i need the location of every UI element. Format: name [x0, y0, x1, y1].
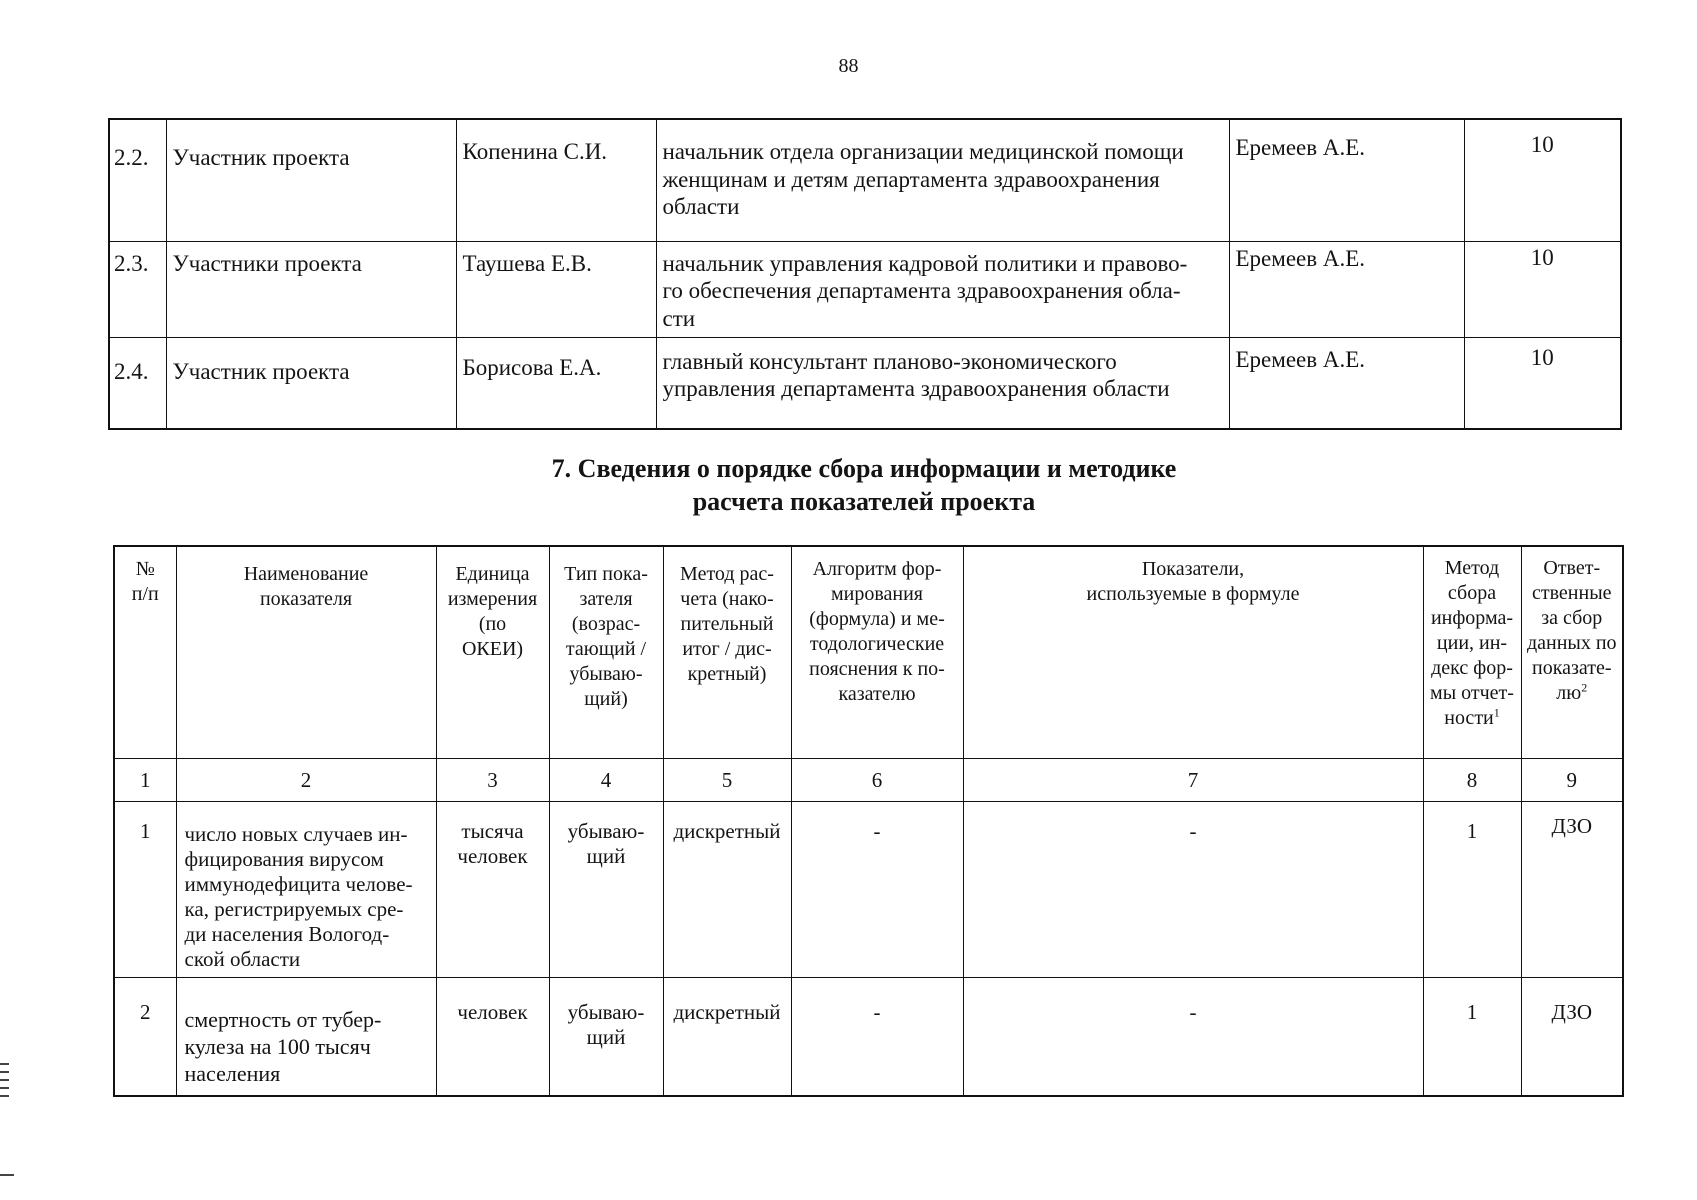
participant-role: Участники проекта — [166, 241, 456, 337]
header-responsible-label: Ответ- ственные за сбор данных по показате- лю — [1526, 557, 1617, 704]
header-collection-method — [1423, 546, 1521, 758]
participant-workload: 10 — [1464, 241, 1621, 337]
participant-workload: 10 — [1464, 337, 1621, 429]
section-title-line: 7. Сведения о порядке сбора информации и методике — [551, 454, 1177, 483]
indicator-row — [114, 977, 1623, 1096]
scan-artifact — [0, 1071, 9, 1073]
footnote-marker: 2 — [1581, 680, 1588, 695]
indicator-unit: тысяча человек — [436, 801, 549, 977]
indicators-table — [113, 545, 1624, 1097]
header-calculation-method: Метод рас- чета (нако- пительный итог / дис- кретный) — [663, 546, 791, 758]
participant-role: Участник проекта — [166, 337, 456, 429]
section-title — [108, 452, 1620, 518]
scan-artifact — [0, 1095, 9, 1097]
scan-artifact — [0, 1079, 9, 1081]
indicator-type: убываю- щий — [549, 801, 663, 977]
indicator-type: убываю- щий — [549, 977, 663, 1096]
participant-supervisor: Еремеев А.Е. — [1229, 337, 1464, 429]
column-number: 9 — [1521, 758, 1623, 801]
indicator-number: 2 — [114, 977, 176, 1096]
column-number: 8 — [1423, 758, 1521, 801]
indicator-number: 1 — [114, 801, 176, 977]
indicator-name: число новых случаев ин- фицирования вирусом иммунодефицита челове- ка, регистрируемых сре- ди населения Вологод- ской области — [176, 801, 436, 977]
indicator-responsible: ДЗО — [1521, 977, 1623, 1096]
header-number: № п/п — [114, 546, 176, 758]
indicators-body — [114, 546, 1623, 1096]
participant-position: начальник управления кадровой политики и правово- го обеспечения департамента здравоохранения обла- сти — [656, 241, 1229, 337]
header-collection-method-label: Метод сбора информа- ции, ин- декс фор- мы отчет- ности — [1430, 557, 1514, 729]
participant-name: Таушева Е.В. — [456, 241, 656, 337]
header-unit: Единица измерения (по ОКЕИ) — [436, 546, 549, 758]
scan-artifact — [0, 1087, 9, 1089]
participant-position: начальник отдела организации медицинской помощи женщинам и детям департамента здравоохранения области — [656, 119, 1229, 241]
column-number: 4 — [549, 758, 663, 801]
indicator-collection-method: 1 — [1423, 801, 1521, 977]
section-title-line: расчета показателей проекта — [692, 487, 1036, 516]
column-number: 3 — [436, 758, 549, 801]
header-indicator-name: Наименование показателя — [176, 546, 436, 758]
page-number: 88 — [838, 55, 859, 77]
scan-artifact — [0, 1063, 9, 1065]
participant-row — [109, 241, 1621, 337]
column-number: 2 — [176, 758, 436, 801]
indicator-algorithm: - — [791, 977, 963, 1096]
indicator-algorithm: - — [791, 801, 963, 977]
header-responsible — [1521, 546, 1623, 758]
participant-position: главный консультант планово-экономического управления департамента здравоохранения области — [656, 337, 1229, 429]
participant-number: 2.3. — [109, 241, 166, 337]
header-indicator-type: Тип пока- зателя (возрас- тающий / убываю- щий) — [549, 546, 663, 758]
participant-name: Борисова Е.А. — [456, 337, 656, 429]
header-algorithm: Алгоритм фор- мирования (формула) и ме- тодологические пояснения к по- казателю — [791, 546, 963, 758]
header-formula-indicators: Показатели, используемые в формуле — [963, 546, 1423, 758]
column-number: 1 — [114, 758, 176, 801]
participant-supervisor: Еремеев А.Е. — [1229, 241, 1464, 337]
column-number: 5 — [663, 758, 791, 801]
participant-workload: 10 — [1464, 119, 1621, 241]
indicator-calculation-method: дискретный — [663, 801, 791, 977]
indicator-calculation-method: дискретный — [663, 977, 791, 1096]
participant-name: Копенина С.И. — [456, 119, 656, 241]
participant-row — [109, 337, 1621, 429]
participant-supervisor: Еремеев А.Е. — [1229, 119, 1464, 241]
footnote-marker: 1 — [1493, 705, 1500, 720]
participant-number: 2.4. — [109, 337, 166, 429]
participants-table — [108, 118, 1622, 430]
participant-number: 2.2. — [109, 119, 166, 241]
participants-body — [109, 119, 1621, 429]
indicator-formula-indicators: - — [963, 977, 1423, 1096]
participant-role: Участник проекта — [166, 119, 456, 241]
indicator-formula-indicators: - — [963, 801, 1423, 977]
indicator-responsible: ДЗО — [1521, 801, 1623, 977]
scan-artifact — [0, 1174, 14, 1176]
indicator-unit: человек — [436, 977, 549, 1096]
indicator-name: смертность от тубер- кулеза на 100 тысяч населения — [176, 977, 436, 1096]
column-number: 6 — [791, 758, 963, 801]
indicator-row — [114, 801, 1623, 977]
indicator-collection-method: 1 — [1423, 977, 1521, 1096]
column-number: 7 — [963, 758, 1423, 801]
participant-row — [109, 119, 1621, 241]
column-number-row — [114, 758, 1623, 801]
header-row — [114, 546, 1623, 758]
